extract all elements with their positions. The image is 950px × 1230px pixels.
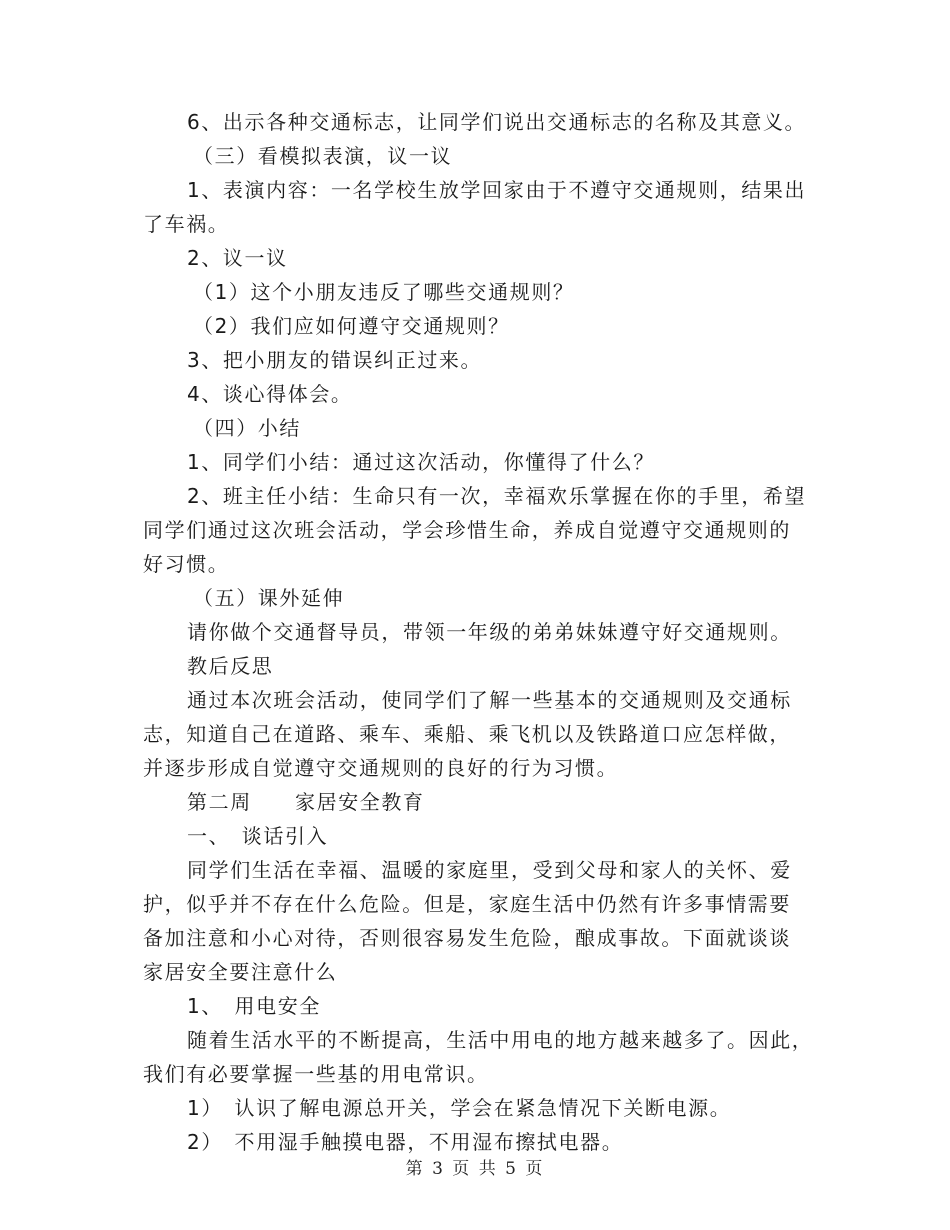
document-body bbox=[143, 105, 814, 1159]
paragraph-line: 通过本次班会活动，使同学们了解一些基本的交通规则及交通标 bbox=[187, 688, 792, 712]
section-heading: （三）看模拟表演，议一议 bbox=[193, 144, 453, 168]
paragraph-line: 4、谈心得体会。 bbox=[187, 382, 353, 406]
section-heading: 教后反思 bbox=[187, 654, 274, 678]
paragraph-line: 我们有必要掌握一些基的用电常识。 bbox=[143, 1062, 489, 1086]
section-heading: 一、 谈话引入 bbox=[187, 824, 329, 848]
paragraph-line: 并逐步形成自觉遵守交通规则的良好的行为习惯。 bbox=[143, 756, 619, 780]
paragraph-line: （2）我们应如何遵守交通规则？ bbox=[193, 314, 510, 338]
paragraph-line: 1、表演内容：一名学校生放学回家由于不遵守交通规则，结果出 bbox=[187, 178, 807, 202]
page-number-footer: 第 3 页 共 5 页 bbox=[405, 1159, 545, 1179]
paragraph-line: 备加注意和小心对待，否则很容易发生危险，酿成事故。下面就谈谈 bbox=[143, 926, 791, 950]
paragraph-line: 志，知道自己在道路、乘车、乘船、乘飞机以及铁路道口应怎样做， bbox=[143, 722, 791, 746]
paragraph-line: 护，似乎并不存在什么危险。但是，家庭生活中仍然有许多事情需要 bbox=[143, 892, 791, 916]
paragraph-line: （1）这个小朋友违反了哪些交通规则？ bbox=[193, 280, 575, 304]
paragraph-line: 6、出示各种交通标志，让同学们说出交通标志的名称及其意义。 bbox=[187, 110, 807, 134]
paragraph-line: 请你做个交通督导员，带领一年级的弟弟妹妹遵守好交通规则。 bbox=[187, 620, 792, 644]
paragraph-line: 好习惯。 bbox=[143, 552, 230, 576]
section-heading: 1、 用电安全 bbox=[187, 994, 321, 1018]
paragraph-line: 2、议一议 bbox=[187, 246, 288, 270]
paragraph-line: 随着生活水平的不断提高，生活中用电的地方越来越多了。因此， bbox=[187, 1028, 814, 1052]
paragraph-line: 了车祸。 bbox=[143, 212, 230, 236]
paragraph-line: 1、同学们小结：通过这次活动，你懂得了什么？ bbox=[187, 450, 655, 474]
paragraph-line: 家居安全要注意什么 bbox=[143, 960, 338, 984]
paragraph-line: 2） 不用湿手触摸电器，不用湿布擦拭电器。 bbox=[187, 1130, 624, 1154]
paragraph-line: 3、把小朋友的错误纠正过来。 bbox=[187, 348, 483, 372]
paragraph-line: 2、班主任小结：生命只有一次，幸福欢乐掌握在你的手里，希望 bbox=[187, 484, 807, 508]
section-heading: （五）课外延伸 bbox=[193, 586, 345, 610]
paragraph-line: 同学们通过这次班会活动，学会珍惜生命，养成自觉遵守交通规则的 bbox=[143, 518, 791, 542]
paragraph-line: 1） 认识了解电源总开关，学会在紧急情况下关断电源。 bbox=[187, 1096, 732, 1120]
section-heading: （四）小结 bbox=[193, 416, 301, 440]
section-heading: 第二周 家居安全教育 bbox=[187, 790, 425, 814]
paragraph-line: 同学们生活在幸福、温暖的家庭里，受到父母和家人的关怀、爱 bbox=[187, 858, 792, 882]
